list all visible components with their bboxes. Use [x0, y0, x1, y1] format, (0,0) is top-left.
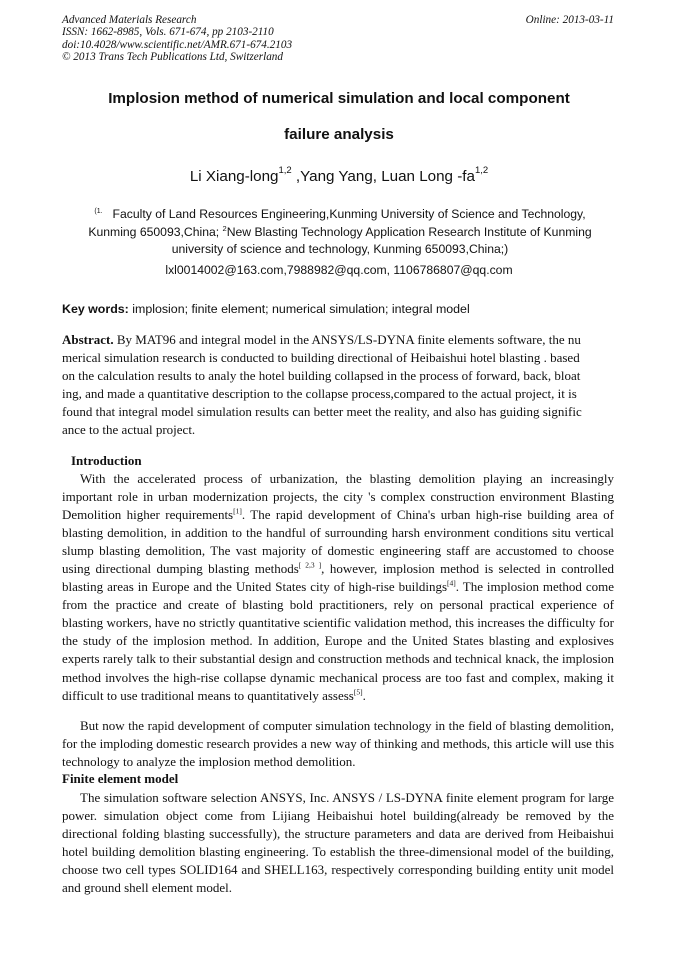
keywords-label: Key words: — [62, 302, 129, 316]
affiliation-mark-1: (1. — [94, 208, 103, 215]
abstract-text: By MAT96 and integral model in the ANSYS/LS-DYNA finite elements software, the nu — [113, 332, 581, 347]
finite-element-paragraph-1: The simulation software selection ANSYS, Inc. ANSYS / LS-DYNA finite element program for large power. simulation object come from Lijiang Heibaishui hotel building(already be removed by the directional folding blasting successfully), the structure parameters and data are derived from Heibaishui hotel building demolition blasting engineering. To establish the three-dimensional model of the building, choose two cell types SOLID164 and SHELL163, respectively corresponding building entity unit model and ground shell element model. — [62, 790, 614, 896]
affiliation-2: New Blasting Technology Application Research Institute of Kunming university of science and technology, Kunming 650093,China;) — [171, 224, 592, 257]
abstract-line: on the calculation results to analy the hotel building collapsed in the process of forward, back, bloat — [62, 368, 581, 384]
body-text: With the accelerated process of urbanization, the blasting demolition playing an increasingly important role in urban modernization projects, the city 's complex construction environment Blasting Demolition higher requirements — [62, 471, 614, 523]
affiliations — [80, 203, 600, 259]
journal-issn: ISSN: 1662-8985, Vols. 671-674, pp 2103-2110 — [62, 26, 274, 39]
affiliation-1: Faculty of Land Resources Engineering,Kunming University of Science and Technology, Kunming 650093,China; — [88, 207, 586, 239]
journal-copyright: © 2013 Trans Tech Publications Ltd, Switzerland — [62, 51, 283, 64]
affiliation-mark-2: 2 — [222, 223, 227, 233]
abstract-line: ance to the actual project. — [62, 422, 196, 438]
body-text: , however, implosion method is selected in controlled blasting areas in Europe and the United States city of high-rise buildings — [62, 561, 614, 595]
section-heading-introduction: Introduction — [71, 453, 142, 468]
abstract-label: Abstract. — [62, 332, 114, 347]
introduction-paragraph-1 — [62, 470, 614, 705]
abstract-line: merical simulation research is conducted to building directional of Heibaishui hotel blasting . based — [62, 350, 580, 366]
author-2-3: ,Yang Yang, Luan Long -fa — [291, 168, 475, 185]
author-1-affiliation: 1,2 — [278, 164, 292, 176]
abstract-line — [62, 331, 614, 349]
online-date: Online: 2013-03-11 — [525, 14, 614, 26]
paper-title-line-2: failure analysis — [284, 126, 394, 143]
keywords — [62, 302, 618, 316]
journal-header — [62, 14, 482, 64]
keywords-text: implosion; finite element; numerical simulation; integral model — [128, 302, 470, 316]
journal-doi: doi:10.4028/www.scientific.net/AMR.671-674.2103 — [62, 38, 293, 51]
citation-ref: [4] — [447, 578, 456, 588]
journal-name: Advanced Materials Research — [62, 14, 197, 26]
author-3-affiliation: 1,2 — [474, 164, 489, 176]
abstract-line: ing, and made a quantitative description to the collapse process,compared to the actual project, it is — [62, 386, 577, 402]
author-list — [60, 164, 618, 185]
citation-ref: [1] — [233, 506, 242, 516]
abstract-line: found that integral model simulation results can better meet the reality, and also has guiding signific — [62, 404, 582, 420]
body-text: . The implosion method come from the practice and create of blasting bold practitioners, rely on personal practical experience of blasting workers, have no strictly quantitative scientific validation method, this increases the difficulty for the study of the implosion method. In addition, Europe and the United States blasting and explosives experts rarely talk to their substantial design and construction methods and technical knack, the implosion method involves the high-rise collapse dynamic mechanical process are too fast and complex, making it difficult to use traditional means to quantitatively assess — [62, 579, 614, 703]
paper-title-line-1: Implosion method of numerical simulation and local component — [108, 90, 570, 107]
abstract — [62, 331, 614, 440]
author-emails: lxl0014002@163.com,7988982@qq.com, 1106786807@qq.com — [165, 263, 513, 277]
author-1: Li Xiang-long — [189, 168, 279, 185]
citation-ref: [5] — [353, 687, 363, 697]
section-heading-finite-element-model: Finite element model — [62, 771, 179, 786]
introduction-paragraph-2: But now the rapid development of computer simulation technology in the field of blasting demolition, for the imploding domestic research provides a new way of thinking and methods, this article will use this technology to analyze the implosion method demolition. — [62, 718, 614, 770]
citation-ref: [ 2,3 ] — [298, 560, 322, 570]
body-text: . The rapid development of China's urban high-rise building area of blasting demolition, in addition to the handful of surrounding harsh environment conditions situ vertical slump blasting demolition, The vast majority of domestic engineering staff are accustomed to choose using directional dumping blasting methods — [62, 507, 614, 577]
body-text: . — [362, 687, 366, 703]
